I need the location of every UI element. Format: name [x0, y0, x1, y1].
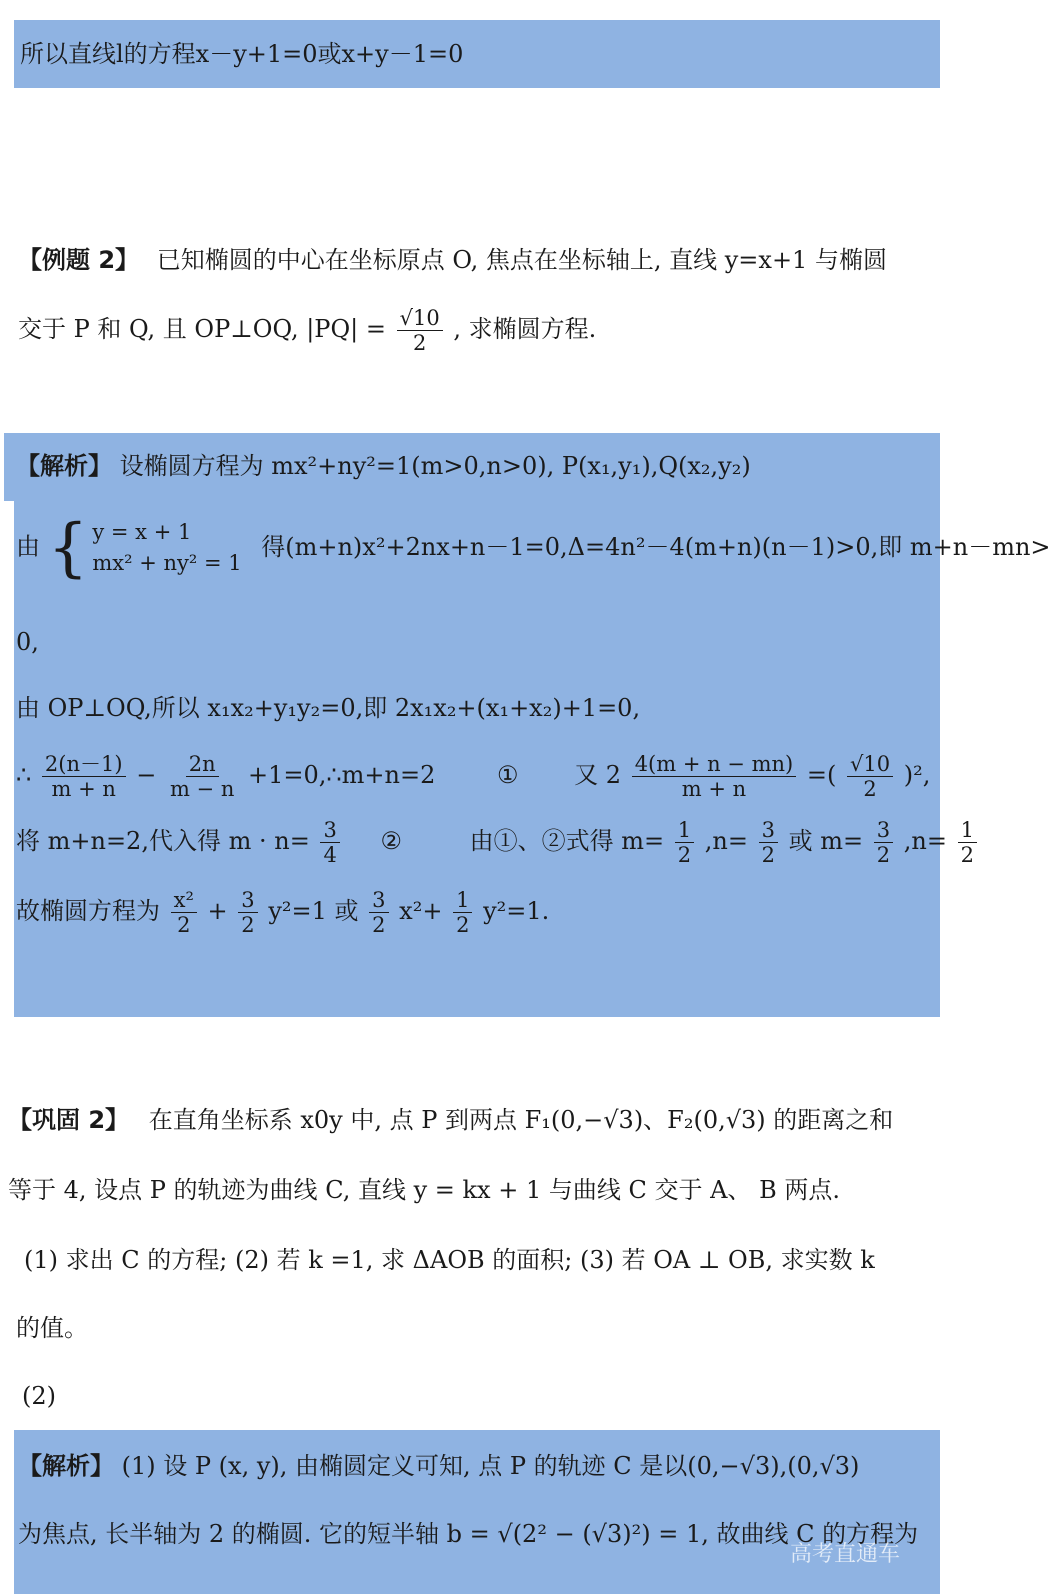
- consolidate2-label: 【巩固 2】: [8, 1106, 130, 1134]
- equation-text: ,n=: [903, 827, 947, 856]
- fraction-denominator: m − n: [169, 777, 235, 802]
- example2-fraction: [397, 306, 443, 355]
- fraction-denominator: 2: [372, 913, 386, 938]
- system-eq1: y = x + 1: [92, 519, 192, 544]
- solution3-line1: [18, 1452, 859, 1481]
- consolidate2-line4: 的值。: [16, 1314, 88, 1342]
- solution2-text2b: 得(m+n)x²+2nx+n－1=0,Δ=4n²－4(m+n)(n－1)>0,即 m+n－mn>: [261, 532, 1051, 561]
- fraction: [171, 888, 197, 937]
- fraction: [238, 888, 257, 937]
- solution2-label: 【解析】: [16, 452, 112, 480]
- example2-line2: [18, 306, 596, 355]
- equation-system: [47, 511, 242, 585]
- consolidate2-line1: [8, 1106, 893, 1135]
- solution3-box: [14, 1430, 940, 1594]
- fraction-denominator: 2: [761, 843, 775, 868]
- fraction: [369, 888, 388, 937]
- fraction-numerator: x²: [171, 888, 197, 913]
- solution2-line1: [16, 452, 751, 481]
- top-answer-text: 所以直线l的方程x－y+1=0或x+y－1=0: [20, 40, 464, 68]
- fraction-numerator: 3: [369, 888, 388, 913]
- solution2-line3: 0,: [16, 628, 39, 656]
- equation-text: ,n=: [704, 827, 748, 856]
- fraction: [759, 818, 778, 867]
- fraction: [675, 818, 694, 867]
- fraction-denominator: 2: [876, 843, 891, 868]
- solution2-line7: [16, 888, 549, 937]
- example2-label: 【例题 2】: [18, 246, 140, 274]
- fraction-denominator: 2: [960, 843, 975, 868]
- therefore-symbol: ∴: [16, 761, 32, 790]
- fraction: [632, 752, 797, 801]
- fraction-numerator: 3: [874, 818, 893, 843]
- fraction: [874, 818, 893, 867]
- equation-text: y²=1 或: [268, 897, 359, 926]
- solution2-you: 由: [16, 532, 40, 561]
- fraction-denominator: 2: [863, 777, 877, 802]
- equation-text: +1=0,∴m+n=2: [247, 761, 436, 790]
- solution2-line6: [16, 818, 980, 867]
- equation-text: 又 2: [574, 761, 622, 790]
- solution2-line2: [16, 511, 1051, 585]
- fraction-denominator: m + n: [681, 777, 747, 802]
- equation-text: 故椭圆方程为: [16, 897, 160, 926]
- fraction: [320, 818, 339, 867]
- fraction-numerator: 2n: [186, 752, 219, 777]
- fraction-numerator: 1: [958, 818, 977, 843]
- fraction-denominator: 2: [677, 843, 692, 868]
- fraction-denominator: m + n: [51, 777, 116, 802]
- watermark: 高考直通车: [789, 1542, 900, 1567]
- equation-text: 由①、②式得 m=: [469, 827, 665, 856]
- example2-line1: [18, 246, 887, 275]
- minus-sign: −: [136, 761, 157, 790]
- solution3-text1: (1) 设 P (x, y), 由椭圆定义可知, 点 P 的轨迹 C 是以(0,−√3),(0,√3): [121, 1452, 860, 1480]
- circled-one: ①: [496, 761, 519, 790]
- fraction-numerator: 1: [453, 888, 472, 913]
- example2-text2b: , 求椭圆方程.: [453, 315, 597, 344]
- plus-sign: +: [207, 897, 228, 926]
- top-answer-box: [14, 20, 940, 88]
- consolidate2-line3: (1) 求出 C 的方程; (2) 若 k =1, 求 ΔAOB 的面积; (3) 若 OA ⊥ OB, 求实数 k: [24, 1246, 875, 1274]
- consolidate2-line5: (2): [22, 1382, 56, 1410]
- equation-text: =(: [806, 761, 837, 790]
- fraction-denominator: 4: [323, 843, 337, 868]
- fraction-numerator: 4(m + n − mn): [632, 752, 797, 777]
- consolidate2-text1: 在直角坐标系 x0y 中, 点 P 到两点 F₁(0,−√3)、F₂(0,√3) 的距离之和: [148, 1106, 894, 1134]
- fraction: [958, 818, 977, 867]
- fraction: [167, 752, 237, 801]
- equation-text: 或 m=: [788, 827, 864, 856]
- equation-text: 将 m+n=2,代入得 m · n=: [16, 827, 310, 856]
- solution2-text1: 设椭圆方程为 mx²+ny²=1(m>0,n>0), P(x₁,y₁),Q(x₂,y₂): [119, 452, 751, 480]
- example2-text2a: 交于 P 和 Q, 且 OP⊥OQ, |PQ| =: [18, 315, 386, 344]
- fraction-numerator: √10: [397, 306, 443, 331]
- solution2-line4: 由 OP⊥OQ,所以 x₁x₂+y₁y₂=0,即 2x₁x₂+(x₁+x₂)+1=0,: [16, 694, 641, 722]
- fraction-denominator: 2: [456, 913, 470, 938]
- brace-icon: {: [47, 511, 89, 585]
- circled-two: ②: [380, 827, 402, 856]
- fraction: [453, 888, 472, 937]
- fraction: [42, 752, 126, 801]
- fraction-denominator: 2: [177, 913, 191, 938]
- fraction-numerator: 3: [238, 888, 257, 913]
- consolidate2-line2: 等于 4, 设点 P 的轨迹为曲线 C, 直线 y = kx + 1 与曲线 C 交于 A、 B 两点.: [8, 1176, 840, 1204]
- fraction-numerator: √10: [847, 752, 893, 777]
- example2-text1: 已知椭圆的中心在坐标原点 O, 焦点在坐标轴上, 直线 y=x+1 与椭圆: [156, 246, 887, 274]
- solution3-line2: 为焦点, 长半轴为 2 的椭圆. 它的短半轴 b = √(2² − (√3)²) = 1, 故曲线 C 的方程为: [18, 1520, 919, 1548]
- fraction-denominator: 2: [241, 913, 255, 938]
- solution2-line5: [16, 752, 930, 801]
- solution3-label: 【解析】: [18, 1452, 114, 1480]
- equation-text: x²+: [399, 897, 443, 926]
- equation-text: y²=1.: [483, 897, 550, 926]
- fraction-numerator: 3: [759, 818, 778, 843]
- fraction: [847, 752, 893, 801]
- fraction-numerator: 3: [320, 818, 339, 843]
- fraction-numerator: 1: [675, 818, 694, 843]
- fraction-numerator: 2(n－1): [42, 752, 126, 777]
- system-eq2: mx² + ny² = 1: [92, 551, 242, 575]
- fraction-denominator: 2: [412, 331, 427, 356]
- equation-text: )²,: [903, 761, 931, 790]
